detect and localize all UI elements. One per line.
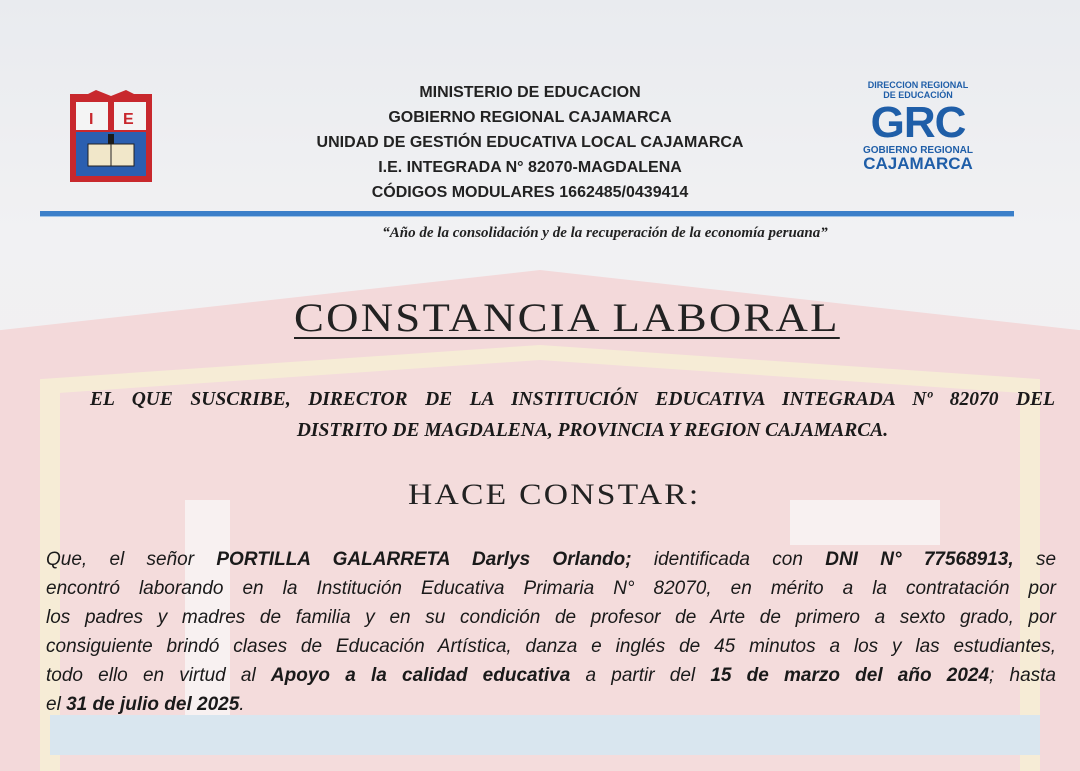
body-text: ; hasta: [989, 665, 1056, 686]
header-divider: [40, 211, 1014, 217]
grc-logo-bottom: GOBIERNO REGIONAL: [862, 145, 973, 156]
document-title: CONSTANCIA LABORAL: [294, 295, 840, 340]
grc-logo-top2: DE EDUCACIÓN: [883, 90, 953, 100]
body-text: el: [46, 694, 67, 715]
body-line: [46, 690, 1056, 719]
watermark-letter-e: [790, 500, 940, 545]
watermark-band: [50, 715, 1040, 755]
logo-letter-e: E: [123, 111, 134, 128]
body-text: .: [239, 694, 245, 715]
grc-logo-mark: GRC: [870, 98, 966, 147]
subscriber-line: EL QUE SUSCRIBE, DIRECTOR DE LA INSTITUCIÓN EDUCATIVA INTEGRADA Nº 82070 DEL: [90, 389, 1055, 410]
certify-heading: HACE CONSTAR:: [408, 478, 701, 511]
header-line: UNIDAD DE GESTIÓN EDUCATIVA LOCAL CAJAMARCA: [316, 134, 744, 151]
logo-letter-i: I: [89, 111, 94, 128]
school-shield-logo: [68, 90, 154, 186]
year-motto: “Año de la consolidación y de la recuperación de la economía peruana”: [382, 225, 828, 241]
body-line: [46, 603, 1056, 632]
body-emphasis: 15 de marzo del año 2024: [710, 665, 990, 686]
body-text: a partir del: [570, 665, 711, 686]
header-line: I.E. INTEGRADA N° 82070-MAGDALENA: [378, 159, 682, 176]
body-line: [46, 574, 1056, 603]
grc-logo: [852, 80, 984, 180]
grc-logo-bottom2: CAJAMARCA: [863, 154, 973, 173]
body-line: [46, 661, 1056, 690]
subscriber-statement: [90, 384, 1055, 446]
body-emphasis: DNI N° 77568913,: [825, 549, 1014, 570]
certificate-body: [46, 545, 1056, 719]
body-text: los padres y madres de familia y en su condición de profesor de Arte de primero a sexto grado, por: [46, 607, 1056, 628]
grc-logo-top: DIRECCION REGIONAL: [867, 80, 969, 90]
subscriber-line: DISTRITO DE MAGDALENA, PROVINCIA Y REGION CAJAMARCA.: [296, 420, 889, 441]
body-text: encontró laborando en la Institución Educativa Primaria N° 82070, en mérito a la contratación por: [46, 578, 1056, 599]
body-emphasis: 31 de julio del 2025: [66, 694, 240, 715]
header-line: MINISTERIO DE EDUCACION: [419, 84, 641, 101]
body-text: consiguiente brindó clases de Educación Artística, danza e inglés de 45 minutos a los y las estudiantes,: [46, 636, 1056, 657]
body-line: [46, 632, 1056, 661]
body-emphasis: Apoyo a la calidad educativa: [270, 665, 571, 686]
body-text: identificada con: [631, 549, 826, 570]
body-text: se: [1013, 549, 1057, 570]
letterhead: [280, 80, 780, 205]
header-line: GOBIERNO REGIONAL CAJAMARCA: [388, 109, 672, 126]
body-emphasis: PORTILLA GALARRETA Darlys Orlando;: [216, 549, 632, 570]
body-line: [46, 545, 1056, 574]
body-text: Que, el señor: [46, 549, 217, 570]
header-line: CÓDIGOS MODULARES 1662485/0439414: [371, 184, 689, 201]
body-text: todo ello en virtud al: [46, 665, 271, 686]
